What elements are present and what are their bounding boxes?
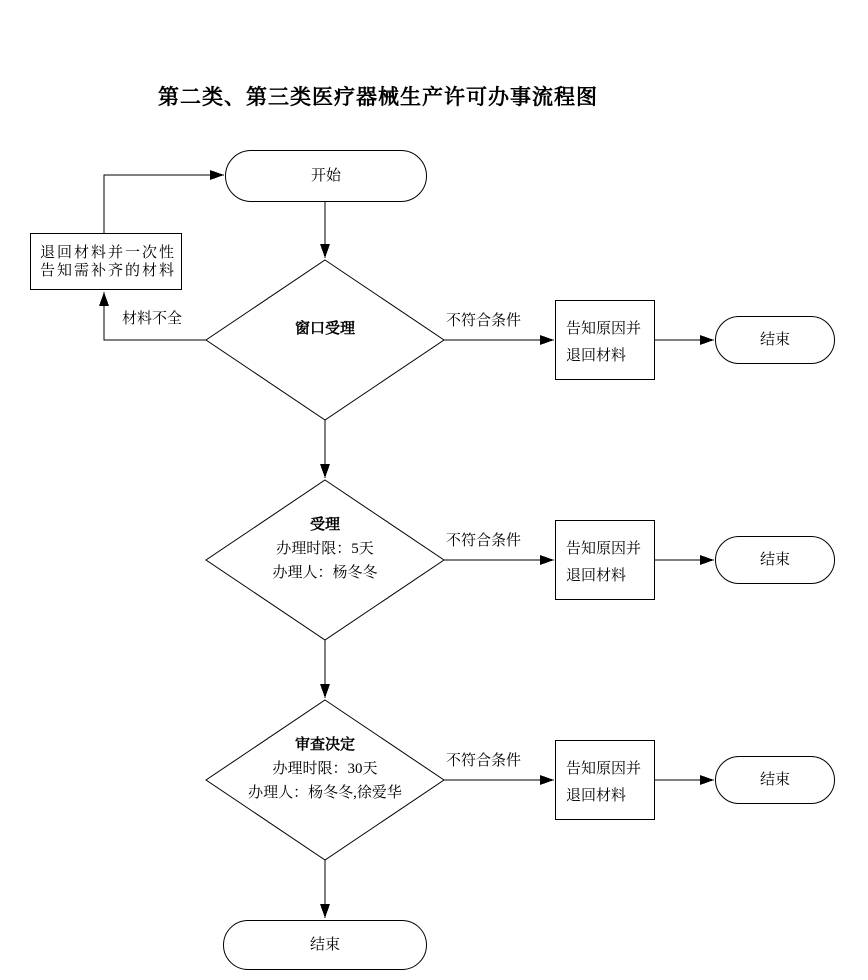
end-node-2	[715, 536, 835, 584]
decision-review-label: 审查决定	[294, 737, 355, 753]
edge-label-condition-3: 不符合条件	[446, 753, 522, 769]
edge-label-condition-1: 不符合条件	[446, 313, 522, 329]
start-node	[225, 150, 427, 202]
final-end-node	[223, 920, 427, 970]
page-title: 第二类、第三类医疗器械生产许可办事流程图	[158, 85, 598, 109]
notify-return-1-line1: 告知原因并	[566, 321, 642, 337]
edge-return-box-to-start	[104, 175, 224, 233]
return-materials-line2: 告知需补齐的材料	[40, 262, 177, 279]
notify-return-2-line1: 告知原因并	[566, 541, 642, 557]
decision-window-label: 窗口受理	[294, 321, 355, 337]
end-node-3	[715, 756, 835, 804]
decision-diamond-window	[206, 260, 444, 420]
decision-accept-text	[215, 513, 435, 585]
notify-return-node-2	[555, 520, 655, 600]
edge-label-incomplete-materials: 材料不全	[122, 311, 183, 327]
start-node-label: 开始	[310, 168, 341, 184]
return-materials-line1: 退回材料并一次性	[40, 244, 177, 261]
decision-review-time: 办理时限：30天	[272, 761, 378, 777]
edge-label-condition-2: 不符合条件	[446, 533, 522, 549]
end-node-1	[715, 316, 835, 364]
notify-return-1-line2: 退回材料	[566, 348, 627, 364]
end-node-1-label: 结束	[759, 332, 790, 348]
decision-accept-label: 受理	[309, 517, 340, 533]
decision-accept-person: 办理人：杨冬冬	[272, 565, 378, 581]
end-node-3-label: 结束	[759, 772, 790, 788]
return-materials-node	[30, 233, 182, 290]
decision-review-person: 办理人：杨冬冬,徐爱华	[248, 785, 402, 801]
decision-accept-time: 办理时限：5天	[276, 541, 374, 557]
decision-review-text	[205, 733, 445, 805]
end-node-2-label: 结束	[759, 552, 790, 568]
notify-return-3-line1: 告知原因并	[566, 761, 642, 777]
notify-return-node-3	[555, 740, 655, 820]
notify-return-2-line2: 退回材料	[566, 568, 627, 584]
notify-return-3-line2: 退回材料	[566, 788, 627, 804]
final-end-node-label: 结束	[309, 937, 340, 953]
notify-return-node-1	[555, 300, 655, 380]
